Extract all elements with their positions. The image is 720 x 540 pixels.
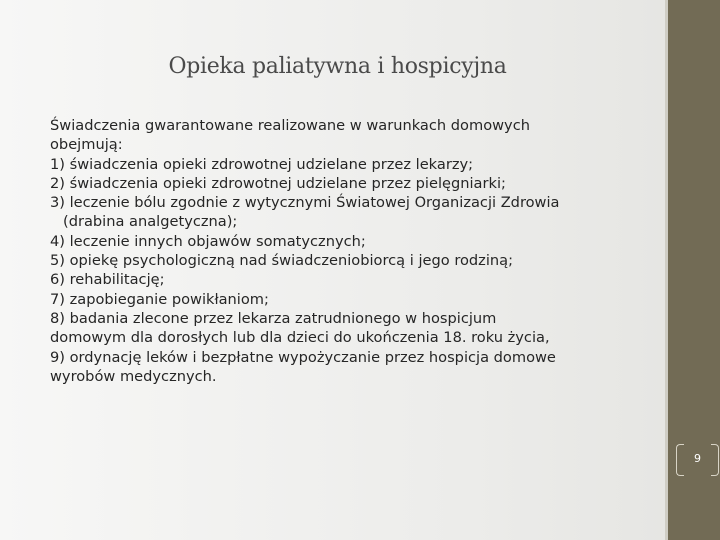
slide-title: Opieka paliatywna i hospicyjna [168, 54, 507, 79]
intro-line: obejmują: [50, 136, 123, 154]
list-item: 7) zapobieganie powikłaniom; [50, 290, 269, 308]
list-item: 2) świadczenia opieki zdrowotnej udzielane przez pielęgniarki; [50, 174, 506, 192]
list-item: 6) rehabilitację; [50, 271, 165, 289]
slide-body [50, 116, 640, 386]
list-item-continuation: (drabina analgetyczna); [63, 213, 238, 231]
list-item: 1) świadczenia opieki zdrowotnej udzielane przez lekarzy; [50, 155, 474, 173]
list-item-continuation: wyrobów medycznych. [50, 367, 217, 385]
page-number: 9 [694, 452, 701, 465]
list-item: 5) opiekę psychologiczną nad świadczeniobiorcą i jego rodziną; [50, 252, 514, 270]
list-item: 8) badania zlecone przez lekarza zatrudnionego w hospicjum [50, 309, 497, 327]
list-item: 3) leczenie bólu zgodnie z wytycznymi Światowej Organizacji Zdrowia [50, 194, 560, 212]
list-item: 9) ordynację leków i bezpłatne wypożyczanie przez hospicja domowe [50, 348, 556, 366]
intro-line: Świadczenia gwarantowane realizowane w warunkach domowych [50, 117, 530, 134]
list-item: 4) leczenie innych objawów somatycznych; [50, 232, 366, 250]
page-number-badge [676, 444, 719, 476]
list-item-continuation: domowym dla dorosłych lub dla dzieci do ukończenia 18. roku życia, [50, 329, 550, 347]
